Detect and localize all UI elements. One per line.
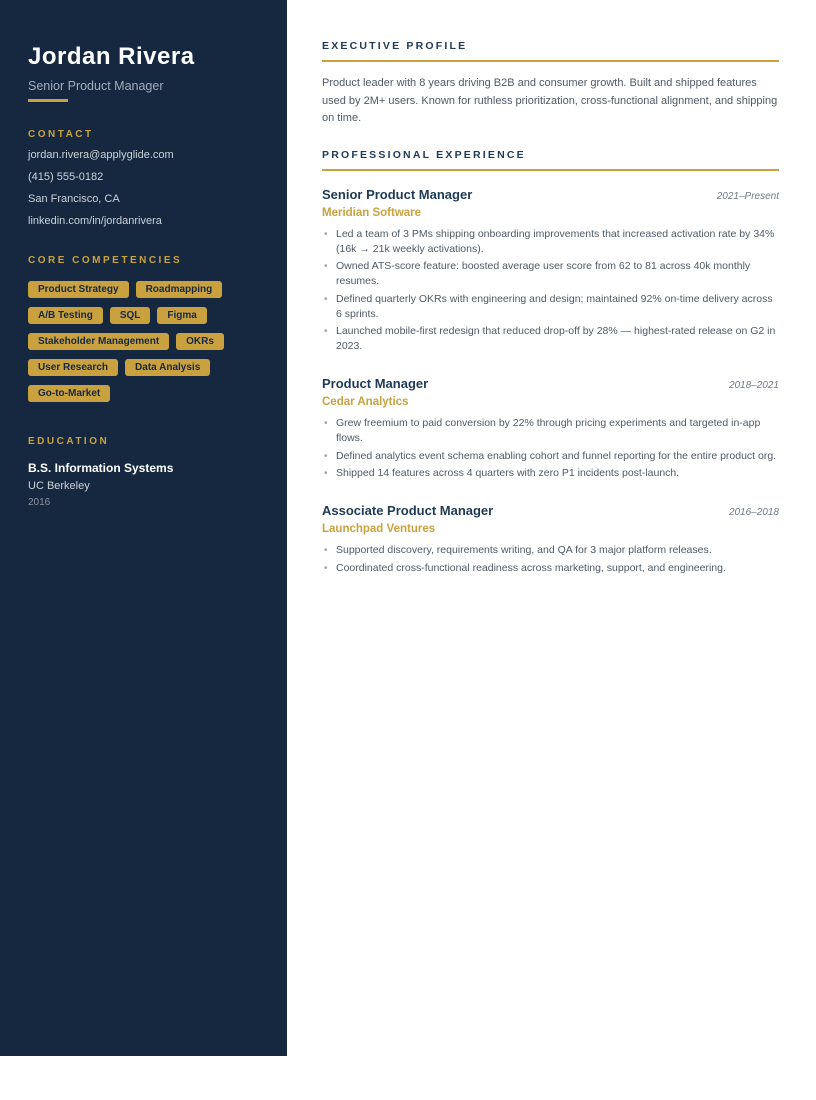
competency-tag-data-analysis: Data Analysis xyxy=(125,359,210,376)
contact-linkedin: linkedin.com/in/jordanrivera xyxy=(28,215,162,227)
job-bullet: • Grew freemium to paid conversion by 22% through pricing experiments and targeted in-app flows. xyxy=(322,416,779,446)
competency-tag-list xyxy=(28,279,259,409)
education-heading: EDUCATION xyxy=(28,436,110,447)
sidebar xyxy=(0,0,287,1056)
executive-profile-text: Product leader with 8 years driving B2B and consumer growth. Built and shipped features used by 2M+ users. Known for ruthless prioritization, cross-functional alignment, and shipping on time. xyxy=(322,77,778,124)
job-bullet: • Defined analytics event schema enabling cohort and funnel reporting for the entire product org. xyxy=(322,449,779,464)
competency-tag-go-to-market: Go-to-Market xyxy=(28,385,110,402)
job-entry-associate-product-manager xyxy=(322,503,779,576)
job-bullet: • Launched mobile-first redesign that reduced drop-off by 28% — highest-rated release on G2 in 2023. xyxy=(322,324,779,354)
contact-phone: (415) 555-0182 xyxy=(28,171,104,183)
job-company: Launchpad Ventures xyxy=(322,523,436,535)
job-bullet-list xyxy=(322,543,779,576)
job-bullet: • Supported discovery, requirements writing, and QA for 3 major platform releases. xyxy=(322,543,779,558)
candidate-name: Jordan Rivera xyxy=(28,43,195,70)
job-dates: 2021–Present xyxy=(716,190,779,202)
job-bullet-list xyxy=(322,227,779,355)
professional-experience-rule xyxy=(322,169,779,171)
job-title: Associate Product Manager xyxy=(322,503,494,518)
professional-experience-heading: PROFESSIONAL EXPERIENCE xyxy=(322,148,526,161)
competency-tag-ab-testing: A/B Testing xyxy=(28,307,103,324)
job-header xyxy=(322,187,779,203)
job-header xyxy=(322,503,779,519)
job-entry-senior-product-manager xyxy=(322,187,779,355)
education-degree: B.S. Information Systems xyxy=(28,461,174,475)
contact-email: jordan.rivera@applyglide.com xyxy=(28,149,174,161)
competency-tag-roadmapping: Roadmapping xyxy=(136,281,223,298)
competency-tag-figma: Figma xyxy=(157,307,206,324)
education-year: 2016 xyxy=(28,497,51,508)
competency-tag-product-strategy: Product Strategy xyxy=(28,281,129,298)
contact-location: San Francisco, CA xyxy=(28,193,120,205)
job-bullet-list xyxy=(322,416,779,481)
executive-profile-heading: EXECUTIVE PROFILE xyxy=(322,40,468,52)
job-bullet: • Owned ATS-score feature: boosted average user score from 62 to 81 across 40k monthly resumes. xyxy=(322,259,779,289)
job-entry-product-manager xyxy=(322,376,779,481)
title-accent-rule xyxy=(28,99,68,102)
competency-tag-user-research: User Research xyxy=(28,359,118,376)
competency-tag-okrs: OKRs xyxy=(176,333,224,350)
education-school: UC Berkeley xyxy=(28,480,90,492)
professional-experience-section xyxy=(322,150,779,576)
main-content xyxy=(322,41,779,578)
job-bullet: • Coordinated cross-functional readiness across marketing, support, and engineering. xyxy=(322,561,779,576)
job-bullet: • Shipped 14 features across 4 quarters with zero P1 incidents post-launch. xyxy=(322,466,779,481)
job-dates: 2018–2021 xyxy=(728,380,779,391)
job-bullet: • Defined quarterly OKRs with engineering and design; maintained 92% on-time delivery across 6 sprints. xyxy=(322,292,779,322)
executive-profile-section xyxy=(322,41,779,128)
contact-heading: CONTACT xyxy=(28,129,94,140)
job-title: Product Manager xyxy=(322,376,429,391)
competency-tag-sql: SQL xyxy=(110,307,151,324)
competency-tag-stakeholder-management: Stakeholder Management xyxy=(28,333,169,350)
job-header xyxy=(322,376,779,392)
executive-profile-rule xyxy=(322,60,779,62)
job-company: Meridian Software xyxy=(322,206,422,219)
job-company: Cedar Analytics xyxy=(322,396,409,408)
job-dates: 2016–2018 xyxy=(728,507,779,518)
job-title: Senior Product Manager xyxy=(322,186,473,202)
job-bullet: • Led a team of 3 PMs shipping onboarding improvements that increased activation rate by 34% (16k → 21k weekly activations). xyxy=(322,227,779,257)
competencies-heading: CORE COMPETENCIES xyxy=(28,255,183,266)
candidate-title: Senior Product Manager xyxy=(28,79,164,93)
